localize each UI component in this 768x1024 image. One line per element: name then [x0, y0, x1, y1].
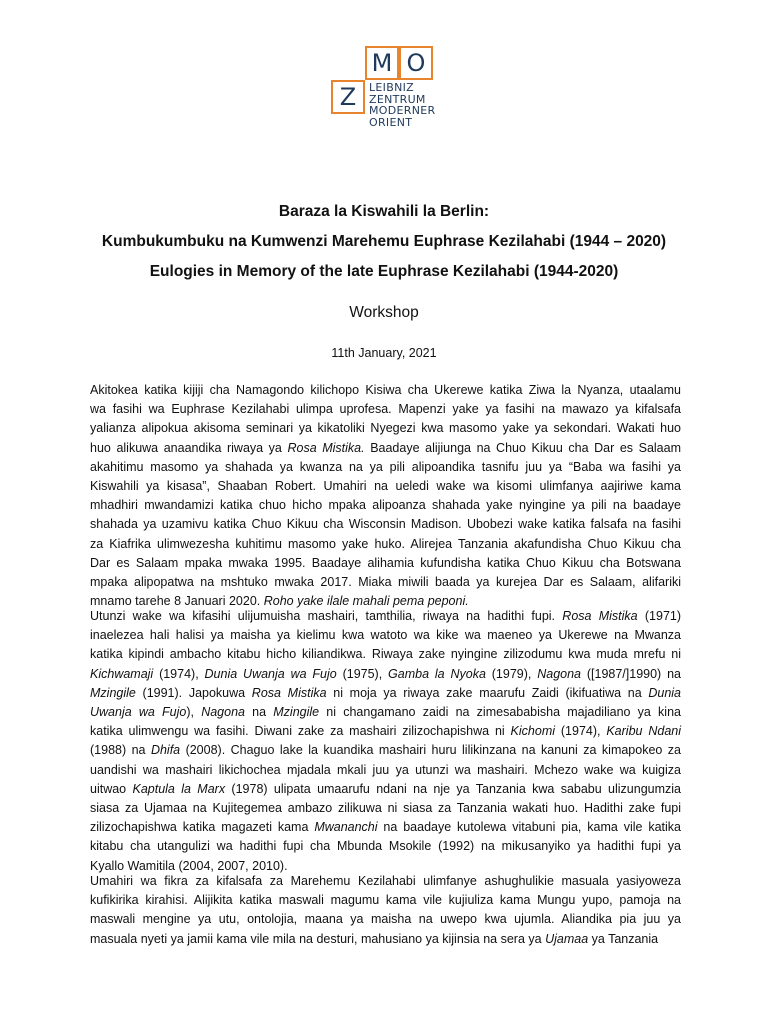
title-line-3: Eulogies in Memory of the late Euphrase Kezilahabi (1944-2020) [149, 263, 619, 280]
text-line: Utunzi wake wa kifasihi ulijumuisha mashairi, tamthilia, riwaya na hadithi fupi. Rosa Mistika (1971) [90, 609, 682, 623]
text-line: wa fasihi wa Euphrase Kezilahabi ulimpa uprofesa. Mapenzi yake ya fasihi na mawazo ya kifalsafa [90, 402, 681, 417]
logo-word: MODERNER [369, 104, 436, 117]
text-line: mhadhiri mwandamizi katika chuo hicho mpaka alipoanza shahada yake nyingine ya pili na baadaye [90, 498, 681, 513]
text-line: yalianza alipokua akisoma seminari ya kikatoliki Nyegezi kwa masomo yake ya sekondari. Wakati huo [90, 421, 681, 436]
text-line: za Kiafrika ulimwezesha kuhitimu masomo yake huko. Alirejea Tanzania akafundisha Chuo Kikuu cha [90, 536, 681, 551]
logo-letter-m: M [365, 46, 399, 80]
event-type: Workshop [349, 304, 419, 321]
logo-wordmark [369, 82, 435, 128]
text-line: (1988) na Dhifa (2008). Chaguo lake la kuandika mashairi huru lilikinzana na kanuni za kimapokeo za [90, 743, 682, 758]
logo-word: ORIENT [369, 115, 413, 129]
logo-word: LEIBNIZ [369, 81, 414, 94]
text-line: zilizochapishwa katika magazeti kama Mwananchi na baadaye kutolewa vitabuni pia, kama vile katika [90, 820, 681, 835]
text-line: akahitimu masomo ya shahada ya kwanza na ya pili alipoandika tasnifu juu ya “Baba wa fasihi ya [90, 459, 681, 474]
text-line: siasa za Ujamaa na Kujitegemea ambazo zilikuwa ni siasa za Tanzania wakati huo. Hadithi zake fupi [90, 801, 681, 816]
text-line: mpaka alipopatwa na mshtuko mwaka 2017. Miaka miwili baada ya kurejea Dar es Salaam, alifariki [90, 575, 681, 590]
text-line: Mzingile (1991). Japokuwa Rosa Mistika ni moja ya riwaya zake maarufu Zaidi (ikifuatiwa na Dunia [90, 685, 682, 700]
paragraph-biography [90, 381, 681, 611]
title-line-1: Baraza la Kiswahili la Berlin: [278, 203, 490, 220]
text-line: maswali mengine ya utu, ontolojia, maana ya maisha na uwepo kwa ujumla. Aliandika pia juu ya [90, 912, 681, 927]
text-line: huo alikuwa anaandika riwaya ya Rosa Mistika. Baadaye alijiunga na Chuo Kikuu cha Dar es Salaam [90, 440, 681, 455]
text-line: Kyallo Wamitila (2004, 2007, 2010). [90, 858, 288, 873]
text-line: inaelezea hali halisi ya maisha ya kielimu kwa watoto wa kike wa maeneo ya Ukerewe na Mwanza [90, 628, 681, 643]
text-line: kufikirika kirahisi. Alijikita katika maswali magumu kama vile kujiuliza kama Mungu yupo, pamoja na [90, 893, 681, 908]
text-line: Umahiri wa fikra za kifalsafa za Marehemu Kezilahabi ulimfanye ashughulikie masuala yasiyoweza [90, 874, 681, 888]
paragraph-literary-works [90, 607, 681, 876]
text-line: Uwanja wa Fujo), Nagona na Mzingile ni changamano zaidi na zimesababisha majadiliano ya kina [90, 705, 681, 720]
text-line: uandishi wa mashairi likichochea mjadala mkali juu ya utunzi wa mashairi. Mchezo wake wa kuigiza [90, 762, 681, 777]
moz-logo [331, 46, 471, 129]
text-line: katika kipindi ambacho kitabu hicho kiliandikwa. Riwaya zake nyingine zilizodumu kwa muda mrefu ni [90, 647, 681, 662]
text-line: shahada ya uzamivu katika Chuo Kikuu cha Wisconsin Madison. Ubobezi wake katika falsafa na fasihi [90, 517, 681, 532]
event-date: 11th January, 2021 [331, 346, 437, 360]
text-line: Kichwamaji (1974), Dunia Uwanja wa Fujo (1975), Gamba la Nyoka (1979), Nagona ([1987/]1990) na [90, 666, 681, 681]
text-line: Dar es Salaam mpaka mwaka 1995. Baadaye alihamia kufundisha katika Chuo Kikuu cha Botswana [90, 555, 681, 570]
paragraph-philosophy [90, 872, 681, 949]
text-line: kitabu cha utangulizi wa hadithi fupi cha Mbunda Msokile (1992) na mikusanyiko ya hadithi fupi ya [90, 839, 681, 854]
text-line: katika ulimwengu wa fasihi. Diwani zake za mashairi zilizochapishwa ni Kichomi (1974), Karibu Ndani [90, 724, 681, 739]
title-line-2: Kumbukumbuku na Kumwenzi Marehemu Euphrase Kezilahabi (1944 – 2020) [101, 233, 667, 250]
logo-letter-o: O [399, 46, 433, 80]
text-line: Akitokea katika kijiji cha Namagondo kilichopo Kisiwa cha Ukerewe katika Ziwa la Nyanza, utaalamu [90, 383, 681, 397]
text-line: masuala nyeti ya jamii kama vile mila na desturi, mahusiano ya kijinsia na sera ya Ujamaa ya Tanzania [90, 931, 659, 946]
logo-letter-z: Z [331, 80, 365, 114]
text-line: mnamo tarehe 8 Januari 2020. Roho yake ilale mahali pema peponi. [90, 594, 469, 609]
logo-word: ZENTRUM [369, 92, 426, 106]
text-line: uitwao Kaptula la Marx (1978) ulipata umaarufu ndani na nje ya Tanzania kwa sababu ulizungumzia [90, 781, 681, 796]
text-line: Kiswahili ya kisasa”, Shaaban Robert. Umahiri na ueledi wake wa kisomi ulimfanya aajiriwe kama [90, 479, 681, 494]
